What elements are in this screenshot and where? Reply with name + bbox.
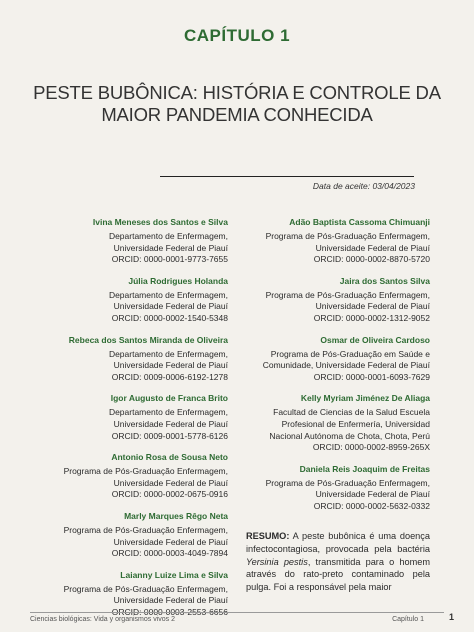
page-footer <box>30 612 444 623</box>
author-affiliation: Departamento de Enfermagem, <box>108 289 228 300</box>
author-affiliation: Universidade Federal de Piauí <box>113 301 228 312</box>
footer-chapter: Capítulo 1 <box>392 616 424 623</box>
species-name: Yersinia pestis <box>246 556 308 567</box>
acceptance-date: Data de aceite: 03/04/2023 <box>312 181 415 191</box>
page-number: 1 <box>448 612 454 622</box>
author-affiliation: Programa de Pós-Graduação Enfermagem, <box>265 231 430 241</box>
title-line-1: PESTE BUBÔNICA: HISTÓRIA E CONTROLE DA <box>33 82 441 103</box>
author-block <box>30 510 228 560</box>
chapter-label: CAPÍTULO 1 <box>183 26 291 45</box>
author-orcid: ORCID: 0009-0001-5778-6126 <box>111 430 228 441</box>
author-affiliation: Universidade Federal de Piauí <box>113 360 228 371</box>
author-orcid: ORCID: 0000-0003-2553-6656 <box>111 606 228 617</box>
author-affiliation: Nacional Autónoma de Chota, Chota, Perú <box>269 430 430 441</box>
author-block <box>30 334 228 384</box>
author-orcid: ORCID: 0000-0001-6093-7629 <box>313 371 430 382</box>
author-affiliation: Departamento de Enfermagem, <box>108 407 228 418</box>
author-orcid: ORCID: 0000-0002-5632-0332 <box>313 500 430 511</box>
author-block <box>30 392 228 442</box>
author-orcid: ORCID: 0000-0002-1312-9052 <box>313 312 430 323</box>
author-name: Marly Marques Rêgo Neta <box>124 510 228 521</box>
footer-book-title: Ciencias biológicas: Vida y organismos vivos 2 <box>30 616 175 623</box>
author-name: Laianny Luize Lima e Silva <box>120 569 228 580</box>
title-line-2: MAIOR PANDEMIA CONHECIDA <box>101 104 373 125</box>
author-name: Osmar de Oliveira Cardoso <box>320 334 430 345</box>
author-orcid: ORCID: 0000-0001-9773-7655 <box>111 254 228 265</box>
author-block <box>232 334 430 384</box>
author-orcid: ORCID: 0000-0002-8959-265X <box>312 442 430 453</box>
authors-right-column <box>232 216 430 522</box>
author-affiliation: Universidade Federal de Piauí <box>113 242 228 253</box>
author-affiliation: Universidade Federal de Piauí <box>113 536 228 547</box>
author-affiliation: Comunidade, Universidade Federal de Piauí <box>262 360 430 371</box>
author-affiliation: Programa de Pós-Graduação Enfermagem, <box>265 477 430 488</box>
author-affiliation: Departamento de Enfermagem, <box>108 231 228 241</box>
author-block <box>30 569 228 619</box>
author-name: Ivina Meneses dos Santos e Silva <box>92 217 228 227</box>
author-name: Adão Baptista Cassoma Chimuanji <box>289 217 430 227</box>
author-block <box>232 392 430 453</box>
author-name: Daniela Reis Joaquim de Freitas <box>299 463 430 474</box>
author-orcid: ORCID: 0000-0002-0675-0916 <box>111 489 228 500</box>
author-affiliation: Departamento de Enfermagem, <box>108 348 228 359</box>
abstract-label: RESUMO: <box>246 531 290 541</box>
author-block <box>232 275 430 325</box>
author-name: Igor Augusto de Franca Brito <box>110 393 228 404</box>
author-block <box>232 463 430 513</box>
author-block <box>30 451 228 501</box>
article-title <box>30 82 444 126</box>
author-affiliation: Profesional de Enfermería, Universidad <box>281 418 430 429</box>
author-block <box>232 216 430 266</box>
author-name: Júlia Rodrigues Holanda <box>128 275 228 286</box>
author-affiliation: Universidade Federal de Piauí <box>315 489 430 500</box>
author-affiliation: Programa de Pós-Graduação Enfermagem, <box>63 583 228 594</box>
author-affiliation: Programa de Pós-Graduação Enfermagem, <box>63 524 228 535</box>
author-affiliation: Programa de Pós-Graduação Enfermagem, <box>63 466 228 477</box>
author-orcid: ORCID: 0000-0003-4049-7894 <box>111 548 228 559</box>
author-affiliation: Universidade Federal de Piauí <box>315 301 430 312</box>
author-name: Rebeca dos Santos Miranda de Oliveira <box>68 334 228 345</box>
author-name: Kelly Myriam Jiménez De Aliaga <box>300 393 430 404</box>
author-block <box>30 216 228 266</box>
author-affiliation: Universidade Federal de Piauí <box>315 242 430 253</box>
authors-left-column <box>30 216 228 627</box>
author-name: Jaira dos Santos Silva <box>339 275 430 286</box>
author-affiliation: Programa de Pós-Graduação em Saúde e <box>270 348 430 359</box>
abstract-text-2: , transmitida para o homem através do rato-preto contaminado pela pulga. Foi a responsável pela maior <box>246 556 430 593</box>
author-block <box>30 275 228 325</box>
author-affiliation: Programa de Pós-Graduação Enfermagem, <box>265 289 430 300</box>
author-orcid: ORCID: 0009-0006-6192-1278 <box>111 371 228 382</box>
author-orcid: ORCID: 0000-0002-1540-5348 <box>111 312 228 323</box>
author-affiliation: Facultad de Ciencias de la Salud Escuela <box>273 407 430 418</box>
author-affiliation: Universidade Federal de Piauí <box>113 418 228 429</box>
author-name: Antonio Rosa de Sousa Neto <box>111 452 228 463</box>
author-affiliation: Universidade Federal de Piauí <box>113 595 228 606</box>
author-affiliation: Universidade Federal de Piauí <box>113 477 228 488</box>
abstract <box>246 530 430 594</box>
divider-rule <box>160 176 414 177</box>
abstract-text-1: A peste bubônica é uma doença infectocontagiosa, provocada pela bactéria <box>246 531 430 554</box>
author-orcid: ORCID: 0000-0002-8870-5720 <box>313 254 430 265</box>
